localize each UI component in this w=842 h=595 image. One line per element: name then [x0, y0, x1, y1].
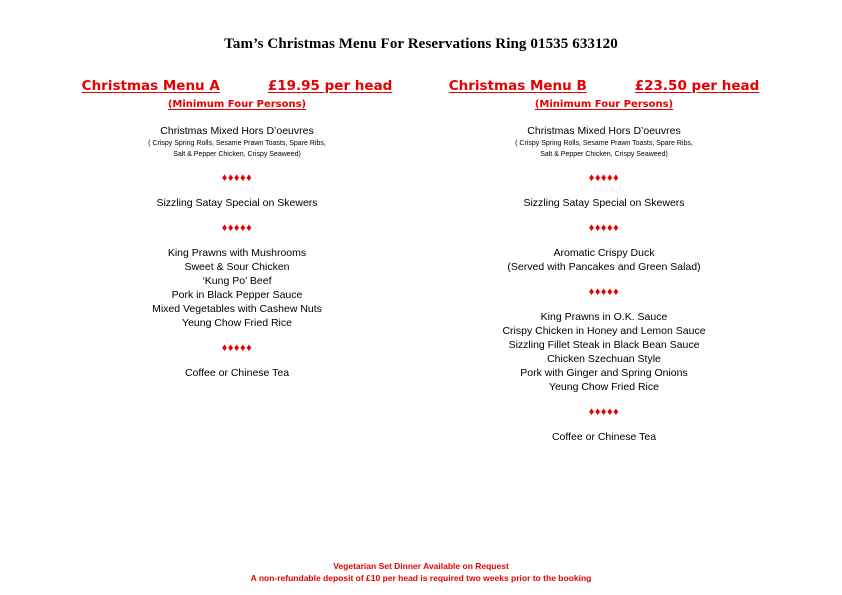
menu-b-minimum: (Minimum Four Persons)	[534, 99, 674, 110]
menu-b-main-item: Pork with Ginger and Spring Onions	[520, 367, 688, 379]
menu-b-main-item: Chicken Szechuan Style	[547, 353, 661, 365]
menu-a-column	[77, 78, 397, 380]
menu-b-hors: Christmas Mixed Hors D’oeuvres	[527, 125, 681, 137]
menu-b-name: Christmas Menu B	[448, 78, 587, 94]
menu-a-main-item: Mixed Vegetables with Cashew Nuts	[152, 303, 322, 315]
page-title: Tam’s Christmas Menu For Reservations Ring 01535 633120	[224, 36, 618, 52]
menu-a-main-item: Sweet & Sour Chicken	[184, 261, 290, 273]
menu-b-column	[444, 78, 764, 444]
menu-a-main-item: Yeung Chow Fried Rice	[182, 317, 292, 329]
menu-b-main-item: Crispy Chicken in Honey and Lemon Sauce	[502, 325, 706, 337]
menu-b-hors-sub-1: ( Crispy Spring Rolls, Sesame Prawn Toasts, Spare Ribs,	[515, 140, 693, 147]
diamond-separator: ♦♦♦♦♦	[221, 222, 253, 234]
menu-a-hors-sub-2: Salt & Pepper Chicken, Crispy Seaweed)	[173, 151, 301, 158]
menu-a-satay: Sizzling Satay Special on Skewers	[156, 197, 318, 209]
menu-b-hors-block	[444, 124, 764, 160]
menu-b-hors-sub-2: Salt & Pepper Chicken, Crispy Seaweed)	[540, 151, 668, 158]
menu-a-hors-sub-1: ( Crispy Spring Rolls, Sesame Prawn Toasts, Spare Ribs,	[148, 140, 326, 147]
menu-b-duck-sub: (Served with Pancakes and Green Salad)	[507, 261, 701, 273]
diamond-separator: ♦♦♦♦♦	[588, 222, 620, 234]
diamond-separator: ♦♦♦♦♦	[588, 286, 620, 298]
menu-a-price: £19.95 per head	[267, 78, 393, 94]
menu-b-duck: Aromatic Crispy Duck	[553, 247, 655, 259]
diamond-separator: ♦♦♦♦♦	[221, 172, 253, 184]
menu-b-main-item: Sizzling Fillet Steak in Black Bean Sauce	[508, 339, 700, 351]
diamond-separator: ♦♦♦♦♦	[588, 406, 620, 418]
footer-vegetarian-note: Vegetarian Set Dinner Available on Request	[333, 561, 509, 571]
menu-a-hors: Christmas Mixed Hors D’oeuvres	[160, 125, 314, 137]
menu-a-main-item: King Prawns with Mushrooms	[167, 247, 307, 259]
menu-b-main-item: Yeung Chow Fried Rice	[549, 381, 659, 393]
menu-b-coffee: Coffee or Chinese Tea	[551, 431, 657, 443]
menu-b-duck-block	[444, 246, 764, 274]
diamond-separator: ♦♦♦♦♦	[221, 342, 253, 354]
menu-b-main-item: King Prawns in O.K. Sauce	[540, 311, 668, 323]
menu-b-mains	[444, 310, 764, 394]
menu-b-heading	[444, 78, 764, 94]
menu-b-price: £23.50 per head	[634, 78, 760, 94]
menu-a-coffee: Coffee or Chinese Tea	[184, 367, 290, 379]
menu-a-heading	[77, 78, 397, 94]
menu-b-satay: Sizzling Satay Special on Skewers	[523, 197, 685, 209]
menu-a-name: Christmas Menu A	[81, 78, 220, 94]
diamond-separator: ♦♦♦♦♦	[588, 172, 620, 184]
menu-a-minimum: (Minimum Four Persons)	[167, 99, 307, 110]
menu-a-main-item: ‘Kung Po’ Beef	[202, 275, 272, 287]
menu-a-mains	[77, 246, 397, 330]
menu-a-hors-block	[77, 124, 397, 160]
footer-deposit-note: A non-refundable deposit of £10 per head is required two weeks prior to the booking	[250, 573, 592, 583]
menu-a-main-item: Pork in Black Pepper Sauce	[171, 289, 303, 301]
